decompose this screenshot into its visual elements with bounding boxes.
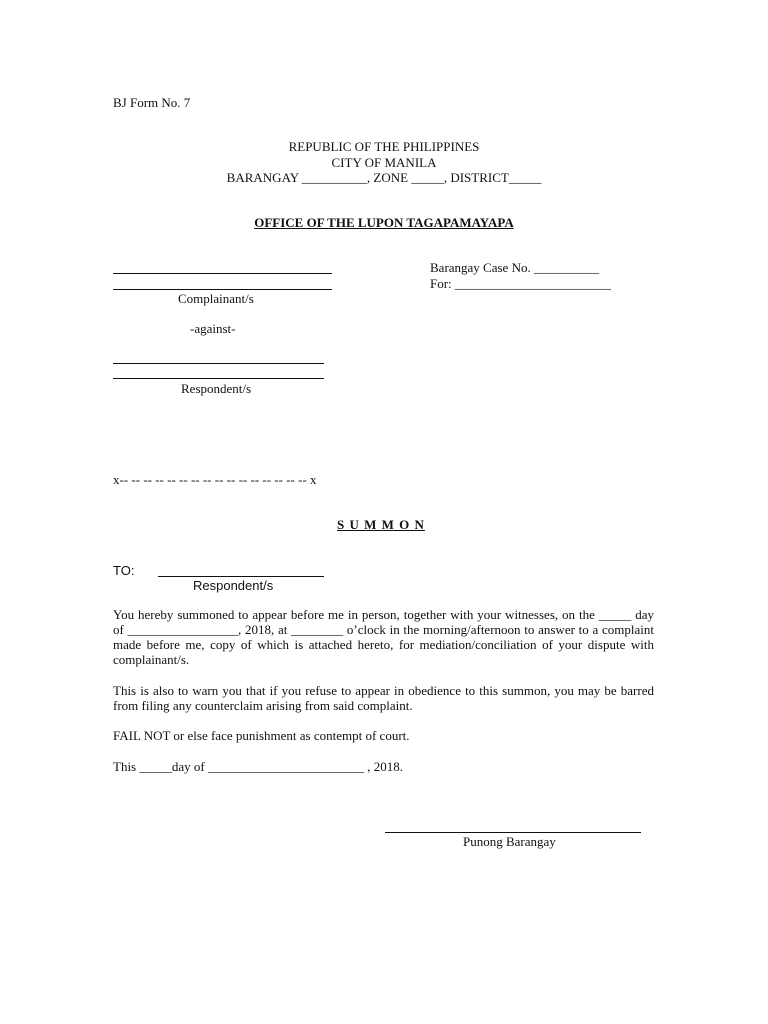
fail-not-paragraph: FAIL NOT or else face punishment as contempt of court. — [113, 728, 410, 743]
office-title: OFFICE OF THE LUPON TAGAPAMAYAPA — [254, 215, 514, 230]
complainant-line-1 — [113, 273, 332, 274]
against-label: -against- — [190, 321, 236, 336]
to-respondent-line — [158, 576, 324, 577]
to-label: TO: — [113, 563, 135, 578]
case-number-label: Barangay Case No. __________ — [430, 260, 599, 275]
to-respondent-label: Respondent/s — [193, 578, 274, 593]
header-barangay: BARANGAY __________, ZONE _____, DISTRICT_____ — [226, 170, 542, 185]
header-city: CITY OF MANILA — [331, 155, 437, 170]
form-number: BJ Form No. 7 — [113, 95, 191, 110]
complainant-label: Complainant/s — [178, 291, 254, 306]
case-for-label: For: ________________________ — [430, 276, 611, 291]
complainant-line-2 — [113, 289, 332, 290]
respondent-line-1 — [113, 363, 324, 364]
respondent-line-2 — [113, 378, 324, 379]
header-republic: REPUBLIC OF THE PHILIPPINES — [288, 139, 480, 154]
respondent-label: Respondent/s — [181, 381, 252, 396]
summon-title: S U M M O N — [337, 517, 425, 532]
signature-line — [385, 832, 641, 833]
summon-paragraph: You hereby summoned to appear before me in person, together with your witnesses, on the _____ day of _________________, 2018, at ________ o’clock in the morning/afternoon to answer to a complaint made before me, copy of which is attached hereto, for mediation/conciliation of your dispute with complainant/s. — [113, 607, 654, 667]
date-line: This _____day of ________________________ , 2018. — [113, 759, 403, 774]
caption-separator: x-- -- -- -- -- -- -- -- -- -- -- -- -- -- -- -- x — [113, 472, 317, 487]
signature-label: Punong Barangay — [463, 834, 556, 849]
warning-paragraph: This is also to warn you that if you refuse to appear in obedience to this summon, you may be barred from filing any counterclaim arising from said complaint. — [113, 683, 654, 713]
